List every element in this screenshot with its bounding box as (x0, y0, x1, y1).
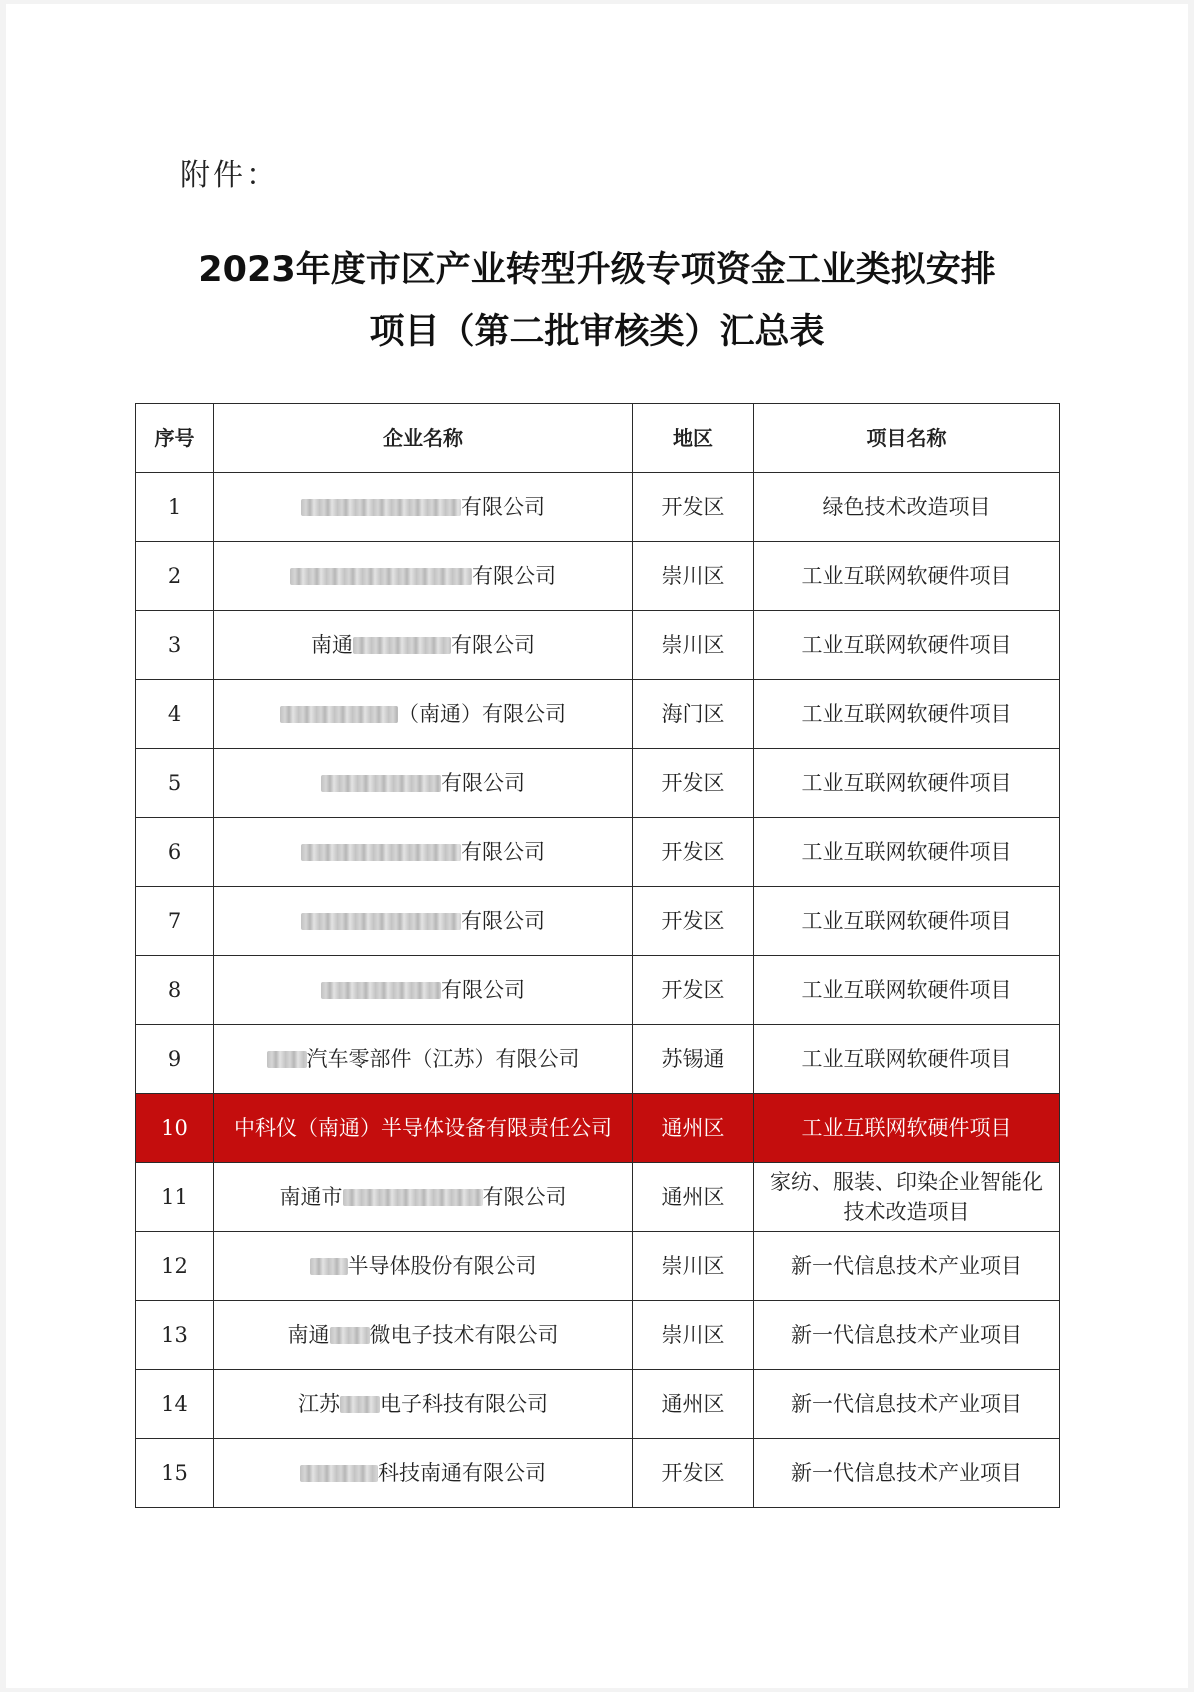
header-project: 项目名称 (754, 404, 1060, 473)
row-project: 工业互联网软硬件项目 (754, 887, 1060, 956)
company-suffix: 电子科技有限公司 (380, 1392, 548, 1416)
row-company (214, 956, 633, 1025)
company-suffix: （南通）有限公司 (398, 702, 566, 726)
row-index: 14 (136, 1370, 214, 1439)
row-project: 工业互联网软硬件项目 (754, 1094, 1060, 1163)
row-company (214, 680, 633, 749)
row-index: 7 (136, 887, 214, 956)
row-region: 崇川区 (633, 611, 754, 680)
company-suffix: 半导体股份有限公司 (347, 1254, 537, 1278)
row-project: 工业互联网软硬件项目 (754, 749, 1060, 818)
redacted-text (310, 1258, 348, 1275)
row-company (214, 542, 633, 611)
row-region: 开发区 (633, 473, 754, 542)
redacted-text (301, 913, 461, 930)
row-region: 开发区 (633, 1439, 754, 1508)
row-index: 5 (136, 749, 214, 818)
table-row (136, 473, 1060, 542)
row-index: 15 (136, 1439, 214, 1508)
company-prefix: 南通 (287, 1323, 330, 1347)
company-suffix: 有限公司 (461, 495, 545, 519)
row-index: 9 (136, 1025, 214, 1094)
row-region: 通州区 (633, 1370, 754, 1439)
row-region: 通州区 (633, 1163, 754, 1232)
row-index: 3 (136, 611, 214, 680)
company-suffix: 微电子技术有限公司 (369, 1323, 559, 1347)
row-project: 工业互联网软硬件项目 (754, 680, 1060, 749)
row-region: 崇川区 (633, 1232, 754, 1301)
row-region: 海门区 (633, 680, 754, 749)
row-region: 开发区 (633, 818, 754, 887)
header-region: 地区 (633, 404, 754, 473)
row-company (214, 1301, 633, 1370)
header-index: 序号 (136, 404, 214, 473)
row-project: 工业互联网软硬件项目 (754, 956, 1060, 1025)
company-suffix: 有限公司 (441, 771, 525, 795)
row-company (214, 818, 633, 887)
row-project: 新一代信息技术产业项目 (754, 1370, 1060, 1439)
row-company (214, 887, 633, 956)
company-suffix: 有限公司 (482, 1185, 567, 1209)
table-row (136, 542, 1060, 611)
row-company (214, 1232, 633, 1301)
redacted-text (343, 1189, 483, 1206)
row-index: 13 (136, 1301, 214, 1370)
company-suffix: 有限公司 (441, 978, 525, 1002)
table-row (136, 1301, 1060, 1370)
header-company: 企业名称 (214, 404, 633, 473)
company-prefix: 南通 (311, 633, 353, 657)
document-title-line2: 项目（第二批审核类）汇总表 (369, 312, 825, 352)
row-index: 4 (136, 680, 214, 749)
row-index: 1 (136, 473, 214, 542)
row-project: 工业互联网软硬件项目 (754, 818, 1060, 887)
row-index: 8 (136, 956, 214, 1025)
row-project: 绿色技术改造项目 (754, 473, 1060, 542)
table-row-highlighted (136, 1094, 1060, 1163)
table-row (136, 956, 1060, 1025)
company-prefix: 南通市 (279, 1185, 343, 1209)
row-company (214, 1439, 633, 1508)
row-region: 苏锡通 (633, 1025, 754, 1094)
row-region: 崇川区 (633, 1301, 754, 1370)
document-title-line1: 2023年度市区产业转型升级专项资金工业类拟安排 (198, 250, 996, 290)
redacted-text (300, 1465, 378, 1482)
table-row (136, 1025, 1060, 1094)
redacted-text (321, 982, 441, 999)
row-company (214, 1163, 633, 1232)
row-index: 10 (136, 1094, 214, 1163)
company-suffix: 有限公司 (461, 840, 545, 864)
row-region: 崇川区 (633, 542, 754, 611)
table-row (136, 749, 1060, 818)
table-row (136, 1163, 1060, 1232)
redacted-text (290, 568, 472, 585)
row-region: 通州区 (633, 1094, 754, 1163)
row-project: 家纺、服装、印染企业智能化技术改造项目 (754, 1163, 1060, 1232)
table-row (136, 1370, 1060, 1439)
company-prefix: 中科仪（南通）半导体设备有限责任公司 (234, 1116, 612, 1140)
row-project: 工业互联网软硬件项目 (754, 611, 1060, 680)
row-company (214, 1370, 633, 1439)
company-suffix: 科技南通有限公司 (378, 1461, 546, 1485)
company-suffix: 有限公司 (451, 633, 535, 657)
redacted-text (330, 1327, 370, 1344)
redacted-text (280, 706, 398, 723)
attachment-label: 附件： (180, 158, 279, 193)
company-suffix: 有限公司 (461, 909, 545, 933)
table-row (136, 680, 1060, 749)
row-project: 工业互联网软硬件项目 (754, 542, 1060, 611)
table-row (136, 611, 1060, 680)
row-region: 开发区 (633, 749, 754, 818)
redacted-text (301, 499, 461, 516)
row-index: 12 (136, 1232, 214, 1301)
row-index: 2 (136, 542, 214, 611)
row-company (214, 473, 633, 542)
table-row (136, 1439, 1060, 1508)
row-index: 6 (136, 818, 214, 887)
row-company (214, 749, 633, 818)
row-index: 11 (136, 1163, 214, 1232)
table-row (136, 818, 1060, 887)
company-suffix: 汽车零部件（江苏）有限公司 (306, 1047, 580, 1071)
redacted-text (353, 637, 451, 654)
summary-table (135, 403, 1060, 1508)
redacted-text (340, 1396, 380, 1413)
redacted-text (267, 1051, 307, 1068)
row-project: 工业互联网软硬件项目 (754, 1025, 1060, 1094)
table-row (136, 887, 1060, 956)
redacted-text (321, 775, 441, 792)
row-company (214, 1025, 633, 1094)
row-region: 开发区 (633, 887, 754, 956)
table-header-row (136, 404, 1060, 473)
company-suffix: 有限公司 (472, 564, 556, 588)
row-company (214, 611, 633, 680)
table-row (136, 1232, 1060, 1301)
company-prefix: 江苏 (298, 1392, 340, 1416)
row-project: 新一代信息技术产业项目 (754, 1301, 1060, 1370)
row-region: 开发区 (633, 956, 754, 1025)
row-company (214, 1094, 633, 1163)
row-project: 新一代信息技术产业项目 (754, 1232, 1060, 1301)
redacted-text (301, 844, 461, 861)
row-project: 新一代信息技术产业项目 (754, 1439, 1060, 1508)
